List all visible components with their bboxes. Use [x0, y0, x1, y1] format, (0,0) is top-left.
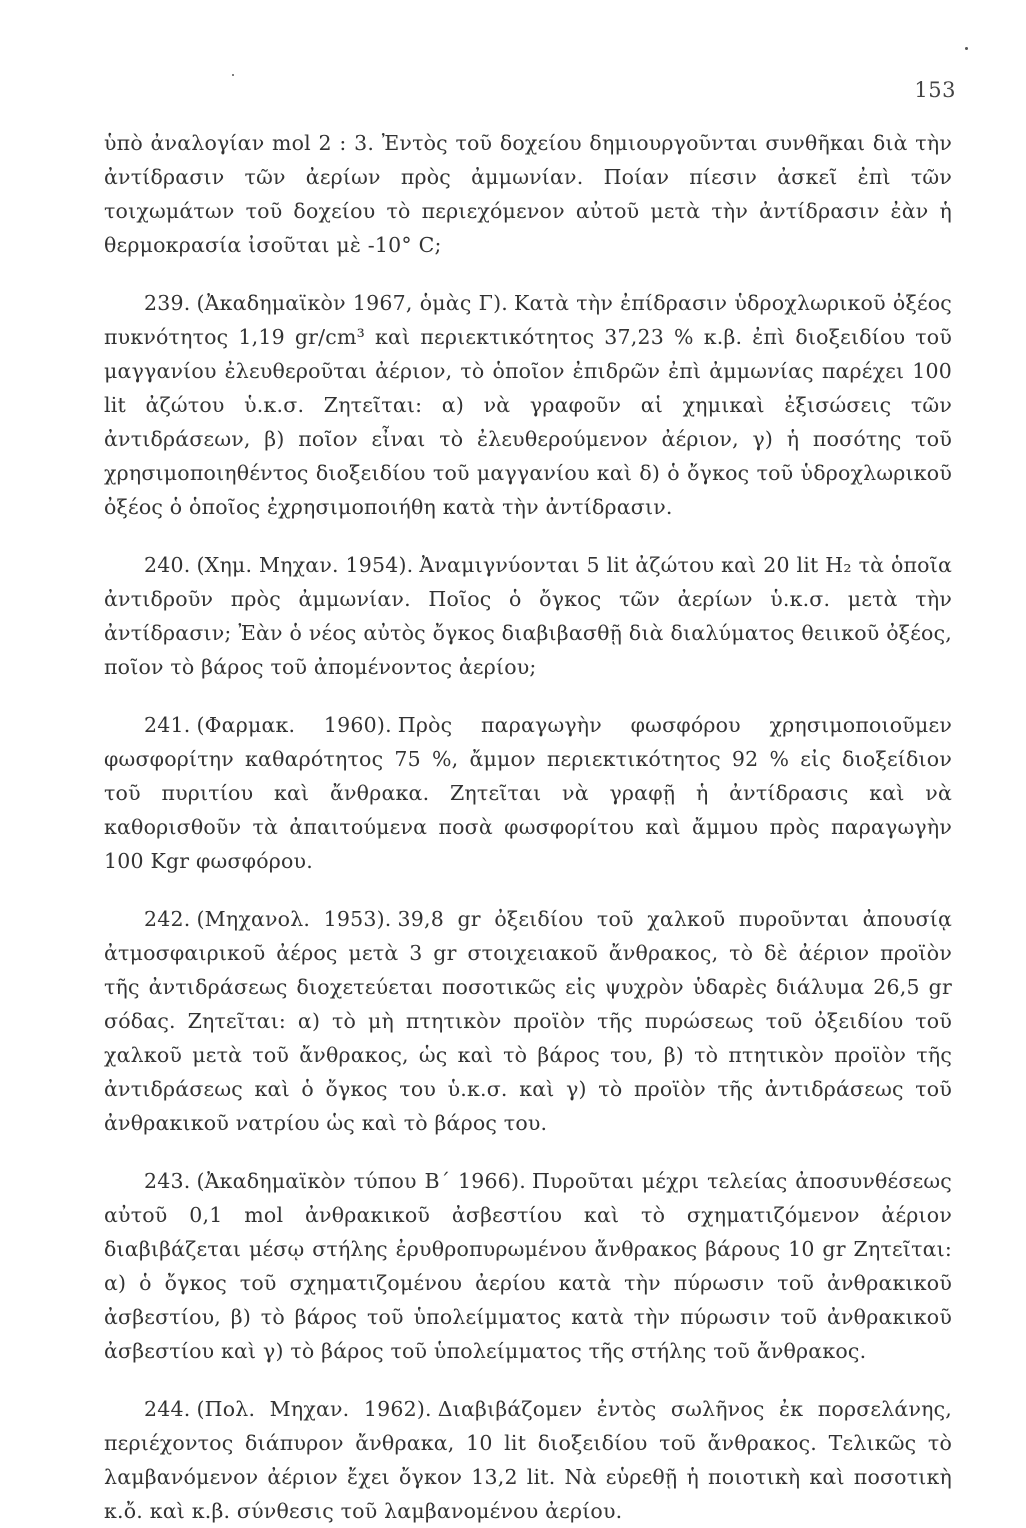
problem-239 [104, 286, 952, 524]
text-column [104, 126, 952, 1528]
paragraph-text: ὑπὸ ἀναλογίαν mol 2 : 3. Ἐντὸς τοῦ δοχείου δημιουργοῦνται συνθῆκαι διὰ τὴν ἀντίδρασιν τῶν ἀερίων πρὸς ἀμμωνίαν. Ποίαν πίεσιν ἀσκεῖ ἐπὶ τῶν τοιχωμάτων τοῦ δοχείου τὸ περιεχόμενον αὐτοῦ μετὰ τὴν ἀντίδρασιν ἐὰν ἡ θερμοκρασία ἰσοῦται μὲ -10° C; [104, 131, 952, 257]
problem-243 [104, 1164, 952, 1368]
paragraph-gap [104, 684, 952, 708]
problem-number: 239. [144, 291, 191, 315]
continued-paragraph [104, 126, 952, 262]
problem-text: Πυροῦται μέχρι τελείας ἀποσυνθέσεως αὐτοῦ 0,1 mol ἀνθρακικοῦ ἀσβεστίου καὶ τὸ σχηματιζόμενον ἀέριον διαβιβάζεται μέσῳ στήλης ἐρυθροπυρωμένου ἄνθρακος βάρους 10 gr Ζητεῖται: α) ὁ ὄγκος τοῦ σχηματιζομένου ἀερίου κατὰ τὴν πύρωσιν τοῦ ἀνθρακικοῦ ἀσβεστίου, β) τὸ βάρος τοῦ ὑπολείμματος κατὰ τὴν πύρωσιν τοῦ ἀνθρακικοῦ ἀσβεστίου καὶ γ) τὸ βάρος τοῦ ὑπολείμματος τῆς στήλης τοῦ ἄνθρακος. [104, 1169, 952, 1363]
paragraph-gap [104, 1140, 952, 1164]
paragraph-gap [104, 1368, 952, 1392]
problem-source: (Ἀκαδημαϊκὸν τύπου Β΄ 1966). [196, 1169, 526, 1193]
problem-242 [104, 902, 952, 1140]
print-speck [965, 47, 968, 50]
problem-source: (Πολ. Μηχαν. 1962). [196, 1397, 432, 1421]
problem-source: (Ἀκαδημαϊκὸν 1967, ὁμὰς Γ). [196, 291, 509, 315]
problem-text: Πρὸς παραγωγὴν φωσφόρου χρησιμοποιοῦμεν φωσφορίτην καθαρότητος 75 %, ἄμμον περιεκτικότητος 92 % εἰς διοξείδιον τοῦ πυριτίου καὶ ἄνθρακα. Ζητεῖται νὰ γραφῇ ἡ ἀντίδρασις καὶ νὰ καθορισθοῦν τὰ ἀπαιτούμενα ποσὰ φωσφορίτου καὶ ἄμμου πρὸς παραγωγὴν 100 Kgr φωσφόρου. [104, 713, 952, 873]
problem-text: Διαβιβάζομεν ἐντὸς σωλῆνος ἐκ πορσελάνης, περιέχοντος διάπυρον ἄνθρακα, 10 lit διοξειδίου τοῦ ἄνθρακος. Τελικῶς τὸ λαμβανόμενον ἀέριον ἔχει ὄγκον 13,2 lit. Νὰ εὑρεθῇ ἡ ποιοτικὴ καὶ ποσοτικὴ κ.ὄ. καὶ κ.β. σύνθεσις τοῦ λαμβανομένου ἀερίου. [104, 1397, 953, 1523]
problem-244 [104, 1392, 952, 1528]
paragraph-gap [104, 262, 952, 286]
paragraph-gap [104, 878, 952, 902]
problem-number: 240. [144, 553, 191, 577]
problem-source: (Χημ. Μηχαν. 1954). [196, 553, 414, 577]
problem-text: 39,8 gr ὀξειδίου τοῦ χαλκοῦ πυροῦνται ἀπουσίᾳ ἀτμοσφαιρικοῦ ἀέρος μετὰ 3 gr στοιχειακοῦ ἄνθρακος, τὸ δὲ ἀέριον προϊὸν τῆς ἀντιδράσεως διοχετεύεται ποσοτικῶς εἰς ψυχρὸν ὑδαρὲς διάλυμα 26,5 gr σόδας. Ζητεῖται: α) τὸ μὴ πτητικὸν προϊὸν τῆς πυρώσεως τοῦ ὀξειδίου τοῦ χαλκοῦ μετὰ τοῦ ἄνθρακος, ὡς καὶ τὸ βάρος του, β) τὸ πτητικὸν προϊὸν τῆς ἀντιδράσεως καὶ ὁ ὄγκος του ὑ.κ.σ. καὶ γ) τὸ προϊὸν τῆς ἀντιδράσεως τοῦ ἀνθρακικοῦ νατρίου ὡς καὶ τὸ βάρος του. [104, 907, 952, 1135]
problem-241 [104, 708, 952, 878]
problem-source: (Μηχανολ. 1953). [196, 907, 392, 931]
problem-text: Ἀναμιγνύονται 5 lit ἀζώτου καὶ 20 lit H₂ τὰ ὁποῖα ἀντιδροῦν πρὸς ἀμμωνίαν. Ποῖος ὁ ὄγκος τῶν ἀερίων ὑ.κ.σ. μετὰ τὴν ἀντίδρασιν; Ἐὰν ὁ νέος αὐτὸς ὄγκος διαβιβασθῇ διὰ διαλύματος θειικοῦ ὀξέος, ποῖον τὸ βάρος τοῦ ἀπομένοντος ἀερίου; [104, 553, 953, 679]
problem-number: 244. [144, 1397, 191, 1421]
problem-source: (Φαρμακ. 1960). [196, 713, 392, 737]
problem-number: 243. [144, 1169, 191, 1193]
problem-number: 241. [144, 713, 191, 737]
page-number: 153 [914, 78, 956, 102]
problem-number: 242. [144, 907, 191, 931]
problem-text: Κατὰ τὴν ἐπίδρασιν ὑδροχλωρικοῦ ὀξέος πυκνότητος 1,19 gr/cm³ καὶ περιεκτικότητος 37,23 % κ.β. ἐπὶ διοξειδίου τοῦ μαγγανίου ἐλευθεροῦται ἀέριον, τὸ ὁποῖον ἐπιδρῶν ἐπὶ ἀμμωνίας παρέχει 100 lit ἀζώτου ὑ.κ.σ. Ζητεῖται: α) νὰ γραφοῦν αἱ χημικαὶ ἐξισώσεις τῶν ἀντιδράσεων, β) ποῖον εἶναι τὸ ἐλευθερούμενον ἀέριον, γ) ἡ ποσότης τοῦ χρησιμοποιηθέντος διοξειδίου τοῦ μαγγανίου καὶ δ) ὁ ὄγκος τοῦ ὑδροχλωρικοῦ ὀξέος ὁ ὁποῖος ἐχρησιμοποιήθη κατὰ τὴν ἀντίδρασιν. [104, 291, 952, 519]
paragraph-gap [104, 524, 952, 548]
print-speck [232, 74, 234, 76]
problem-240 [104, 548, 952, 684]
